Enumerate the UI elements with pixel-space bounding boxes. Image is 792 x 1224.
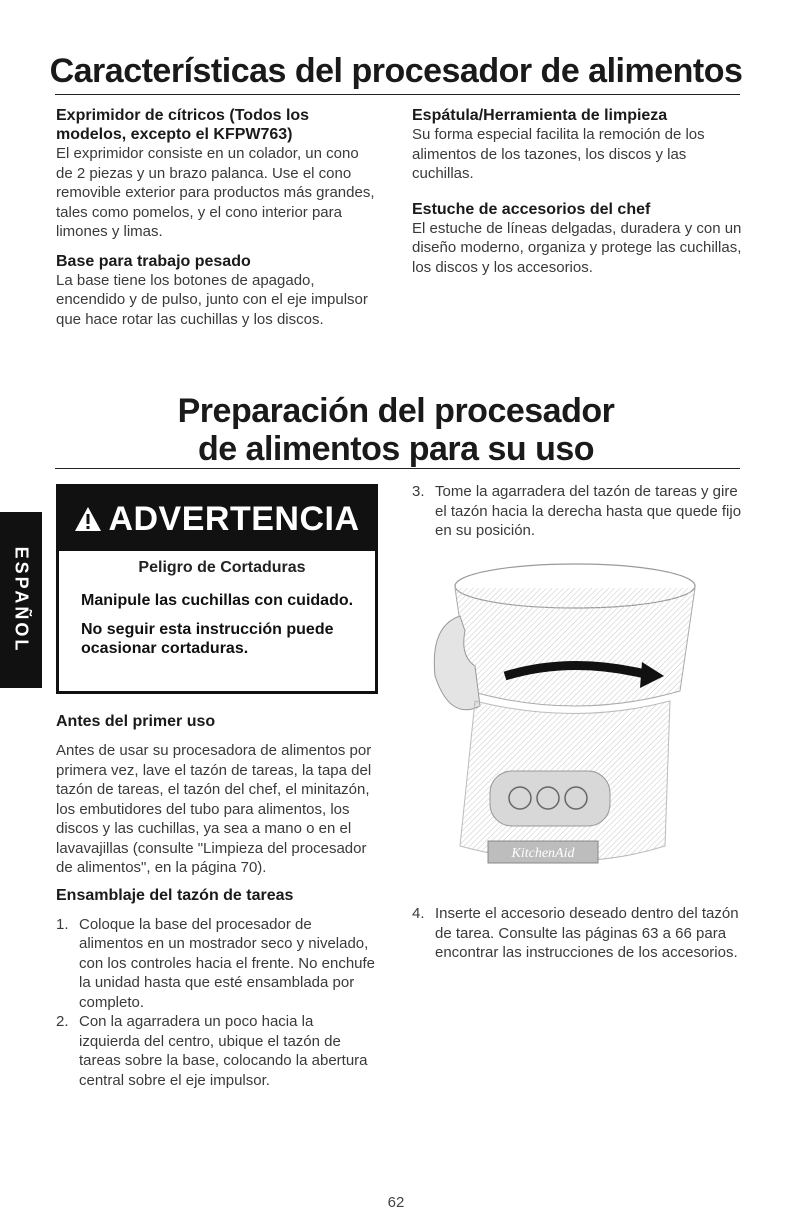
page-title: Características del procesador de alimentos <box>49 52 743 90</box>
citrus-press-text: El exprimidor consiste en un colador, un cono de 2 piezas y un brazo palanca. Use el cono removible exterior para productos más grandes, tales como pomelos, y el cono interior para limones y limas. <box>56 145 375 240</box>
section-title-line-2: de alimentos para su uso <box>197 430 595 468</box>
spatula-text: Su forma especial facilita la remoción de los alimentos de los tazones, los discos y las cuchillas. <box>412 126 705 182</box>
language-tab-label: ESPAÑOL <box>11 546 32 654</box>
features-left-column <box>56 106 376 329</box>
assembly-step: 3. Tome la agarradera del tazón de tareas y gire el tazón hacia la derecha hasta que quede fijo en su posición. <box>412 483 742 539</box>
accessory-case-text: El estuche de líneas delgadas, duradera y con un diseño moderno, organiza y protege las cuchillas, los discos y los accesorios. <box>412 219 742 276</box>
warning-box <box>56 484 378 694</box>
title-divider <box>55 94 740 95</box>
section-title <box>0 392 792 468</box>
accessory-case-heading: Estuche de accesorios del chef <box>412 200 651 218</box>
section-divider <box>55 468 740 469</box>
warning-heading: ADVERTENCIA <box>108 499 360 538</box>
food-processor-illustration <box>420 556 700 896</box>
citrus-press-heading: Exprimidor de cítricos (Todos los modelos, excepto el KFPW763) <box>56 107 310 143</box>
step-4-block <box>412 904 742 963</box>
control-panel <box>490 771 610 826</box>
assembly-step: 1. Coloque la base del procesador de alimentos en un mostrador seco y nivelado, con los controles hacia el frente. No enchufe la unidad hasta que esté ensamblada por completo. <box>56 915 376 1011</box>
step-3-block <box>412 482 742 541</box>
language-tab <box>0 512 42 688</box>
page-number: 62 <box>387 1194 405 1211</box>
section-title-line-1: Preparación del procesador <box>177 392 615 430</box>
assembly-heading: Ensamblaje del tazón de tareas <box>56 886 294 904</box>
brand-logo: KitchenAid <box>511 846 575 861</box>
warning-header <box>59 487 375 551</box>
base-heading: Base para trabajo pesado <box>56 252 251 270</box>
before-use-text: Antes de usar su procesadora de alimentos por primera vez, lave el tazón de tareas, la tapa del tazón de tareas, el tazón del chef, el minitazón, los embutidores del tubo para alimentos, los discos y las cuchillas, ya sea a mano o en el lavavajillas (consulte "Limpieza del procesador de alimentos", en la página 70). <box>56 742 372 876</box>
assembly-step: 2. Con la agarradera un poco hacia la izquierda del centro, ubique el tazón de tareas sobre la base, colocando la abertura central sobre el eje impulsor. <box>56 1013 368 1089</box>
warning-subtitle: Peligro de Cortaduras <box>138 559 306 576</box>
spatula-heading: Espátula/Herramienta de limpieza <box>412 107 668 124</box>
instructions-left-column <box>56 712 376 1090</box>
warning-line-2: No seguir esta instrucción puede ocasionar cortaduras. <box>81 621 334 657</box>
bowl-body <box>455 588 695 706</box>
warning-line-1: Manipule las cuchillas con cuidado. <box>81 592 354 609</box>
features-right-column <box>412 106 742 277</box>
assembly-step: 4. Inserte el accesorio deseado dentro del tazón de tarea. Consulte las páginas 63 a 66 para encontrar las instrucciones de los accesorios. <box>412 905 739 961</box>
base-text: La base tiene los botones de apagado, encendido y de pulso, junto con el eje impulsor que hace rotar las cuchillas y los discos. <box>56 271 368 328</box>
before-use-heading: Antes del primer uso <box>56 713 216 730</box>
warning-triangle-icon <box>74 506 102 532</box>
